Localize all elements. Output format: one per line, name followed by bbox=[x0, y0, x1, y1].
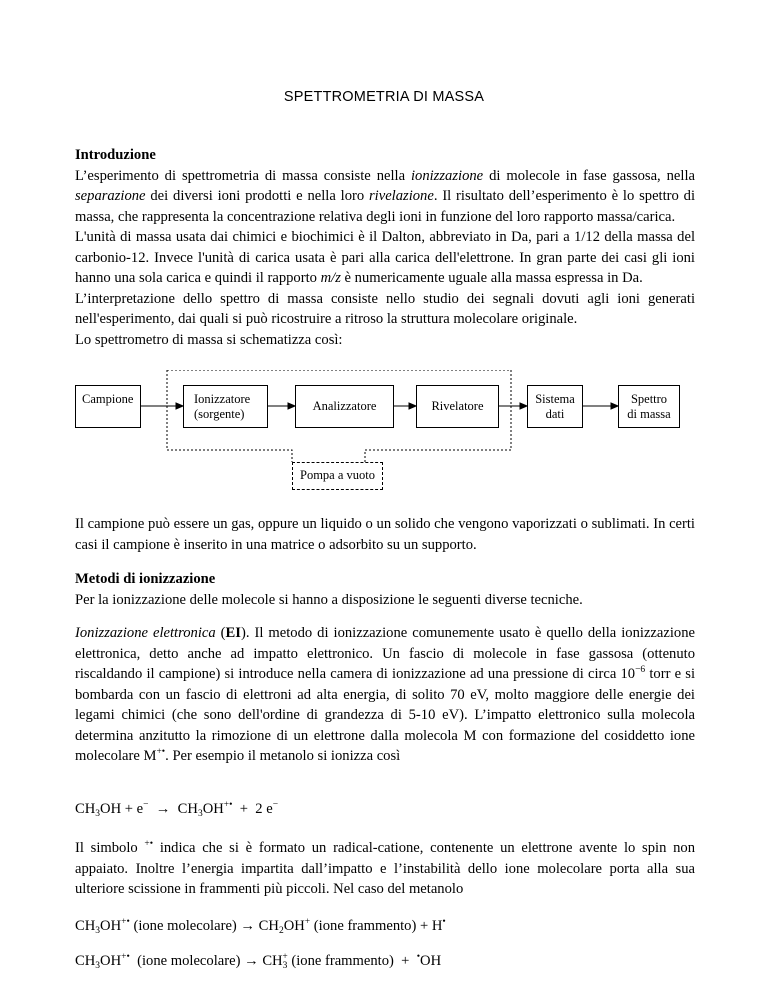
campione-paragraph: Il campione può essere un gas, oppure un liquido o un solido che vengono vaporizzati o sublimati. In certi casi il campione è inserito in una matrice o adsorbito su un supporto. bbox=[75, 516, 695, 553]
box-spettro-di-massa: Spettro di massa bbox=[618, 385, 680, 428]
intro-section bbox=[75, 145, 695, 350]
arrowhead-4 bbox=[520, 403, 527, 409]
metodi-heading: Metodi di ionizzazione bbox=[75, 571, 216, 587]
box-campione: Campione bbox=[75, 385, 141, 428]
intro-paragraph-1: L’esperimento di spettrometria di massa consiste nella ionizzazione di molecole in fase gassosa, nella separazione dei diversi ioni prodotti e nella loro rivelazione. Il risultato dell’esperimento è lo spettro di massa, che rappresenta la concentrazione relativa degli ioni in funzione del loro rapporto massa/carica. bbox=[75, 167, 695, 225]
intro-paragraph-3: L’interpretazione dello spettro di massa consiste nello studio dei segnali dovuti agli ioni generati nell'esperimento, dai quali si può ricostruire a ritroso la struttura molecolare originale. bbox=[75, 290, 695, 327]
spectrometer-diagram bbox=[75, 370, 715, 500]
reaction-ionization: $CH_3OH + e^- \to CH_3OH^{+•} + 2$ e− bbox=[75, 800, 279, 819]
metodi-paragraph-1: Per la ionizzazione delle molecole si hanno a disposizione le seguenti diverse tecniche. bbox=[75, 591, 583, 608]
arrowhead-5 bbox=[611, 403, 618, 409]
box-pompa-a-vuoto: Pompa a vuoto bbox=[292, 462, 383, 490]
metodi-section bbox=[75, 569, 695, 767]
ei-paragraph: Ionizzazione elettronica (EI). Il metodo di ionizzazione comunemente usato è quello della ionizzazione elettronica, detto anche ad impatto elettronico. Un fascio di molecole in fase gassosa (ottenuto riscaldando il campione) si introduce nella camera di ionizzazione ad una pressione di circa $10^{-6}$ torr e si bombarda con un fascio di elettroni ad alta energia, di solito 70 eV, molto maggiore delle energie dei legami chimici (che sono dell'ordine di grandezza di 5-10 eV). L’impatto elettronico sulla molecola determina anzitutto la rimozione di un elettrone dalla molecola M con formazione del cosiddetto ione molecolare M+•. Per esempio il metanolo si ionizza così bbox=[75, 625, 695, 764]
box-analizzatore: Analizzatore bbox=[295, 385, 394, 428]
reaction-fragmentation-1: $CH_3OH^{+•}$ (ione molecolare) → $CH_2OH^+$ (ione frammento) + H• bbox=[75, 917, 446, 936]
page-title: SPETTROMETRIA DI MASSA bbox=[283, 89, 485, 105]
intro-paragraph-2: L'unità di massa usata dai chimici e biochimici è il Dalton, abbreviato in Da, pari a 1/12 della massa del carbonio-12. Invece l'unità di carica usata è pari alla carica dell'elettrone. In gran parte dei casi gli ioni hanno una sola carica e quindi il rapporto m/z è numericamente uguale alla massa espressa in Da. bbox=[75, 229, 695, 286]
campione-section bbox=[75, 514, 695, 555]
box-ionizzatore: Ionizzatore (sorgente) bbox=[183, 385, 268, 428]
simbolo-section bbox=[75, 838, 695, 900]
intro-paragraph-4: Lo spettrometro di massa si schematizza così: bbox=[75, 331, 343, 348]
arrowhead-3 bbox=[409, 403, 416, 409]
intro-heading: Introduzione bbox=[75, 147, 156, 163]
arrowhead-1 bbox=[176, 403, 183, 409]
box-rivelatore: Rivelatore bbox=[416, 385, 499, 428]
simbolo-paragraph: Il simbolo +• indica che si è formato un radical-catione, contenente un elettrone avente lo spin non appaiato. Inoltre l’energia impartita dall’impatto e l’instabilità dello ione molecolare porta alla sua ulteriore scissione in frammenti più piccoli. Nel caso del metanolo bbox=[75, 839, 695, 897]
arrowhead-2 bbox=[288, 403, 295, 409]
reaction-fragmentation-2: $CH_3OH^{+•}$ (ione molecolare) → $CH_3^+$ (ione frammento) + •OH bbox=[75, 952, 442, 971]
box-sistema-dati: Sistema dati bbox=[527, 385, 583, 428]
